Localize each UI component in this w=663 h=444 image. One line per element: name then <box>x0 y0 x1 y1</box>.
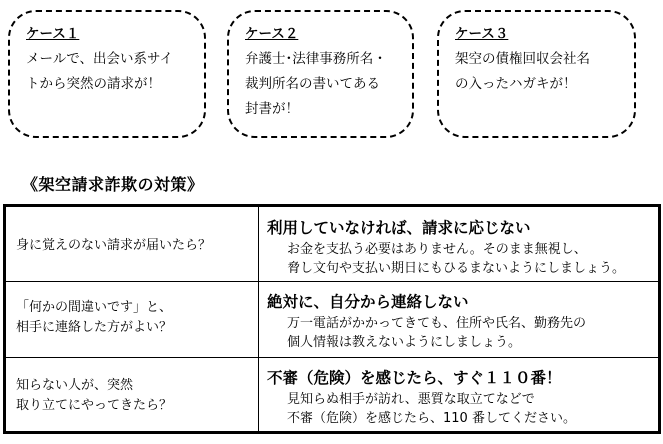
question-line: 身に覚えのない請求が届いたら？ <box>16 238 212 253</box>
answer-line: 個人情報は教えないようにしましょう。 <box>287 335 522 350</box>
answer-title: 利用していなければ、請求に応じない <box>267 219 531 237</box>
answer-line: 脅し文句や支払い期日にもひるまないようにしましょう。 <box>287 261 626 276</box>
table-row <box>6 207 658 281</box>
answer-line: 万一電話がかかってきても、住所や氏名、勤務先の <box>287 316 587 331</box>
case-text-line: 封書が！ <box>245 101 299 117</box>
answer-line: 見知らぬ相手が訪れ、悪質な取立てなどで <box>287 392 535 407</box>
question-line: 取り立てにやってきたら？ <box>16 398 173 413</box>
case-box-1 <box>8 10 206 138</box>
question-line: 知らない人が、突然 <box>16 378 134 393</box>
section-title: 《架空請求詐欺の対策》 <box>22 175 204 194</box>
table-row <box>6 281 658 358</box>
table-row <box>6 357 658 432</box>
case-box-2 <box>227 10 414 138</box>
question-line: 「何かの間違いです」と、 <box>16 300 173 315</box>
case-text-line: の入ったハガキが！ <box>455 76 577 92</box>
answer-title: 絶対に、自分から連絡しない <box>267 293 469 311</box>
case-title: ケース３ <box>455 26 509 42</box>
question-line: 相手に連絡した方がよい？ <box>16 320 173 335</box>
case-text-line: 裁判所名の書いてある <box>245 76 380 92</box>
answer-line: お金を支払う必要はありません。そのまま無視し、 <box>287 242 587 257</box>
case-title: ケース２ <box>245 26 299 42</box>
countermeasure-table <box>3 204 661 434</box>
answer-title: 不審（危険）を感じたら、すぐ１１０番！ <box>267 369 562 387</box>
case-text-line: 架空の債権回収会社名 <box>455 51 590 67</box>
case-text-line: トから突然の請求が！ <box>26 76 161 92</box>
case-text-line: メールで、出会い系サイ <box>26 51 174 67</box>
case-title: ケース１ <box>26 26 80 42</box>
case-text-line: 弁護士･法律事務所名・ <box>245 51 387 67</box>
answer-line: 不審（危険）を感じたら、110 番してください。 <box>287 411 576 426</box>
case-box-3 <box>437 10 636 138</box>
